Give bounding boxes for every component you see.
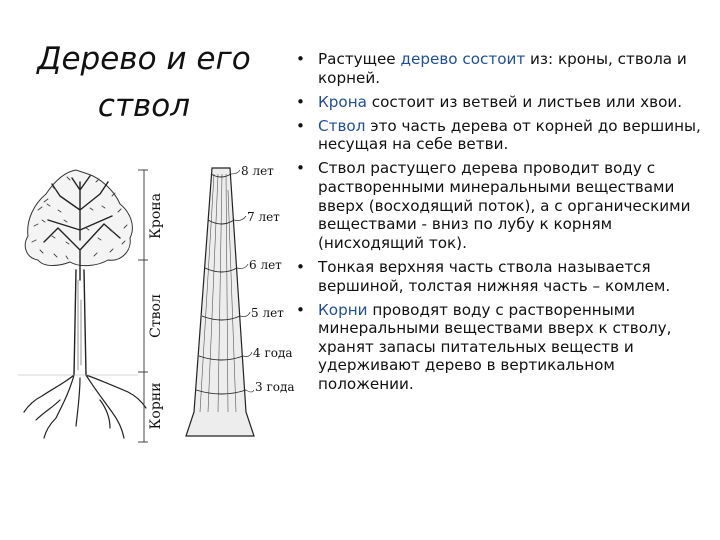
bullet-text: из: кроны, ствола и корней. — [318, 50, 687, 87]
bullet-text: Тонкая верхняя часть ствола называется вершиной, толстая нижняя часть – комлем. — [318, 257, 671, 295]
age-label: 7 лет — [247, 210, 280, 224]
title-line-2: ствол — [97, 88, 191, 124]
bullet-keyword: Ствол — [318, 116, 366, 135]
bullet-item — [296, 93, 706, 112]
bullet-text: Растущее — [318, 50, 401, 68]
bullet-item — [296, 159, 706, 252]
age-label: 8 лет — [241, 164, 274, 178]
age-label: 4 года — [253, 346, 293, 360]
section-brackets — [138, 170, 148, 442]
tree-illustration — [14, 150, 295, 470]
age-label: 5 лет — [251, 306, 284, 320]
title-line-1: Дерево и его — [37, 41, 251, 77]
label-trunk: Ствол — [148, 294, 164, 338]
bullet-keyword: Крона — [318, 92, 367, 111]
bullet-item — [296, 258, 706, 295]
bullet-keyword: Корни — [318, 300, 368, 319]
bullet-text: это часть дерева от корней до вершины, несущая на себе ветви. — [318, 116, 701, 154]
age-label: 3 года — [255, 380, 295, 394]
bullet-item — [296, 50, 706, 87]
bullet-text: проводят воду с растворенными минеральными веществами вверх к стволу, хранят запасы питательных веществ и удерживают дерево в вертикальном положении. — [318, 300, 672, 393]
bullet-item — [296, 301, 706, 394]
trunk-growth-drawing — [186, 168, 254, 436]
tree-drawing — [18, 170, 146, 438]
bullet-text: состоит из ветвей и листьев или хвои. — [366, 92, 683, 111]
label-roots: Корни — [148, 382, 164, 430]
label-crown: Крона — [148, 193, 164, 239]
age-label: 6 лет — [249, 258, 282, 272]
bullet-item — [296, 117, 706, 154]
bullet-text: Ствол растущего дерева проводит воду с растворенными минеральными веществами вверх (восходящий поток), а с органическими веществами - вниз по лубу к корням (нисходящий ток). — [318, 159, 691, 252]
bullet-list — [296, 50, 706, 399]
bullet-keyword: дерево состоит — [400, 50, 526, 68]
slide-title — [14, 36, 274, 130]
